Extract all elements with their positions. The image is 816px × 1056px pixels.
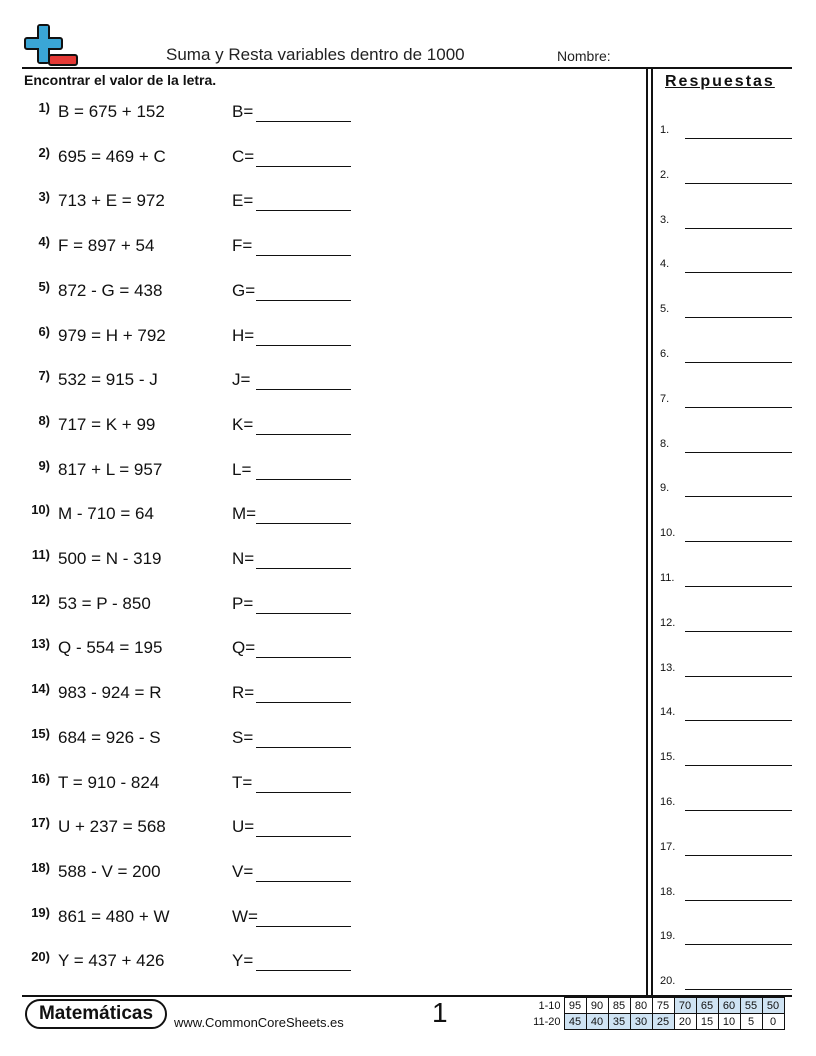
answer-number: 8. — [660, 437, 670, 450]
answer-line[interactable] — [685, 676, 792, 677]
problem-row — [24, 681, 364, 705]
score-cell: 95 — [564, 998, 586, 1014]
score-cell: 65 — [696, 998, 718, 1014]
subject-badge: Matemáticas — [25, 999, 167, 1029]
answer-line[interactable] — [685, 317, 792, 318]
answer-blank[interactable] — [256, 613, 351, 614]
name-label: Nombre: — [557, 48, 611, 64]
problem-number: 17) — [31, 815, 50, 831]
answer-variable-label: L= — [232, 459, 252, 479]
problem-equation: 713 + E = 972 — [58, 191, 165, 211]
answer-variable-label: B= — [232, 102, 254, 121]
problem-number: 10) — [31, 502, 50, 518]
problem-row — [24, 458, 364, 482]
answer-line[interactable] — [685, 855, 792, 856]
problem-equation: 983 - 924 = R — [58, 683, 162, 703]
answer-variable-label: U= — [232, 817, 255, 837]
problem-equation: 500 = N - 319 — [58, 549, 162, 568]
answer-line[interactable] — [685, 362, 792, 363]
header-divider — [22, 67, 792, 69]
answer-number: 10. — [660, 527, 676, 540]
problem-row — [24, 145, 364, 169]
problem-equation: M - 710 = 64 — [58, 504, 154, 524]
score-cell: 85 — [608, 998, 630, 1014]
answer-line[interactable] — [685, 407, 792, 408]
answer-row — [660, 348, 792, 368]
answer-line[interactable] — [685, 586, 792, 587]
website-link[interactable]: www.CommonCoreSheets.es — [174, 1015, 344, 1030]
problem-equation: 872 - G = 438 — [58, 280, 163, 300]
problem-number: 18) — [31, 859, 50, 875]
answer-variable-label: H= — [232, 325, 255, 345]
score-cell: 40 — [586, 1014, 608, 1030]
answer-blank[interactable] — [256, 970, 351, 971]
problem-row — [24, 368, 364, 392]
score-row — [528, 998, 784, 1014]
problem-row — [24, 815, 364, 839]
score-row — [528, 1014, 784, 1030]
answer-blank[interactable] — [256, 836, 351, 837]
problem-equation: 684 = 926 - S — [58, 727, 161, 747]
worksheet-title: Suma y Resta variables dentro de 1000 — [166, 45, 465, 64]
answer-blank[interactable] — [256, 166, 351, 167]
answer-variable-label: C= — [232, 146, 255, 166]
score-cell: 30 — [630, 1014, 652, 1030]
answer-blank[interactable] — [256, 747, 351, 748]
problem-row — [24, 413, 364, 437]
answer-row — [660, 393, 792, 413]
answer-row — [660, 886, 792, 906]
problem-row — [24, 771, 364, 795]
answer-blank[interactable] — [256, 657, 351, 658]
answer-number: 17. — [660, 840, 676, 853]
answer-number: 4. — [660, 258, 670, 271]
answer-line[interactable] — [685, 989, 792, 990]
answer-row — [660, 930, 792, 950]
problem-number: 9) — [38, 457, 50, 473]
problem-number: 8) — [38, 412, 50, 428]
problem-row — [24, 502, 364, 526]
problem-row — [24, 100, 364, 124]
answer-variable-label: V= — [232, 861, 254, 881]
score-table — [528, 997, 785, 1030]
answer-number: 9. — [660, 482, 670, 495]
answer-number: 14. — [660, 706, 676, 719]
score-cell: 25 — [652, 1014, 674, 1030]
problem-row — [24, 189, 364, 213]
problem-row — [24, 726, 364, 750]
score-cell: 50 — [762, 998, 784, 1014]
answer-blank[interactable] — [256, 568, 351, 569]
answer-row — [660, 751, 792, 771]
score-cell: 0 — [762, 1014, 784, 1030]
answer-blank[interactable] — [256, 434, 351, 435]
answer-variable-label: N= — [232, 549, 255, 568]
answer-number: 2. — [660, 168, 670, 181]
answer-blank[interactable] — [256, 523, 351, 524]
answer-number: 20. — [660, 975, 676, 988]
problem-equation: 817 + L = 957 — [58, 459, 163, 479]
problem-number: 7) — [38, 368, 50, 384]
problem-number: 3) — [38, 189, 50, 205]
answer-row — [660, 662, 792, 682]
problem-number: 2) — [38, 144, 50, 160]
answer-row — [660, 303, 792, 323]
problem-equation: Q - 554 = 195 — [58, 638, 163, 658]
problem-number: 14) — [31, 681, 50, 697]
problem-number: 5) — [38, 278, 50, 294]
answer-row — [660, 617, 792, 637]
answer-number: 3. — [660, 213, 670, 226]
answer-line[interactable] — [685, 541, 792, 542]
score-cell: 60 — [718, 998, 740, 1014]
score-cell: 15 — [696, 1014, 718, 1030]
answer-row — [660, 482, 792, 502]
problem-equation: 532 = 915 - J — [58, 370, 158, 390]
problem-equation: B = 675 + 152 — [58, 102, 165, 121]
answer-blank[interactable] — [256, 121, 351, 122]
answer-variable-label: M= — [232, 504, 257, 524]
logo-icon — [22, 24, 80, 68]
answer-number: 5. — [660, 303, 670, 316]
answer-row — [660, 124, 792, 144]
answer-variable-label: W= — [232, 906, 258, 926]
answer-blank[interactable] — [256, 300, 351, 301]
answer-row — [660, 706, 792, 726]
answer-variable-label: E= — [232, 191, 254, 211]
problem-row — [24, 592, 364, 616]
answer-line[interactable] — [685, 183, 792, 184]
problem-equation: 53 = P - 850 — [58, 593, 151, 613]
problem-equation: 979 = H + 792 — [58, 325, 166, 345]
answer-blank[interactable] — [256, 389, 351, 390]
column-divider — [646, 69, 648, 995]
answer-number: 1. — [660, 124, 670, 136]
instructions: Encontrar el valor de la letra. — [24, 72, 217, 88]
score-cell: 45 — [564, 1014, 586, 1030]
problem-row — [24, 860, 364, 884]
answer-number: 13. — [660, 661, 676, 674]
answer-variable-label: F= — [232, 236, 253, 256]
score-cell: 55 — [740, 998, 762, 1014]
problem-equation: Y = 437 + 426 — [58, 951, 165, 971]
answer-number: 18. — [660, 885, 676, 898]
answer-variable-label: K= — [232, 414, 254, 434]
score-cell: 35 — [608, 1014, 630, 1030]
answer-number: 12. — [660, 616, 676, 629]
problem-number: 4) — [38, 234, 50, 250]
answer-line[interactable] — [685, 452, 792, 453]
answer-blank[interactable] — [256, 210, 351, 211]
answer-row — [660, 975, 792, 995]
problem-number: 20) — [31, 949, 50, 965]
answer-row — [660, 214, 792, 234]
score-cell: 20 — [674, 1014, 696, 1030]
answer-line[interactable] — [685, 720, 792, 721]
answer-number: 16. — [660, 796, 676, 808]
answer-row — [660, 527, 792, 547]
problem-number: 13) — [31, 636, 50, 652]
answer-blank[interactable] — [256, 881, 351, 882]
problem-number: 16) — [31, 770, 50, 786]
score-cell: 5 — [740, 1014, 762, 1030]
answer-row — [660, 169, 792, 189]
answer-variable-label: S= — [232, 727, 254, 747]
answer-number: 19. — [660, 930, 676, 943]
problem-number: 15) — [31, 725, 50, 741]
problem-row — [24, 636, 364, 660]
score-cell: 10 — [718, 1014, 740, 1030]
problem-equation: 695 = 469 + C — [58, 146, 166, 166]
answer-variable-label: J= — [232, 370, 251, 390]
answer-line[interactable] — [685, 228, 792, 229]
answer-number: 7. — [660, 392, 670, 405]
answer-line[interactable] — [685, 138, 792, 139]
answer-number: 6. — [660, 348, 670, 360]
problem-row — [24, 234, 364, 258]
answer-line[interactable] — [685, 900, 792, 901]
answers-title: Respuestas — [665, 73, 775, 90]
problem-equation: 861 = 480 + W — [58, 906, 170, 926]
answer-row — [660, 258, 792, 278]
answer-blank[interactable] — [256, 255, 351, 256]
problem-row — [24, 949, 364, 973]
answer-row — [660, 841, 792, 861]
answer-line[interactable] — [685, 631, 792, 632]
answer-number: 11. — [660, 572, 675, 584]
problem-equation: U + 237 = 568 — [58, 817, 166, 837]
answer-variable-label: G= — [232, 280, 256, 300]
score-cell: 75 — [652, 998, 674, 1014]
answer-blank[interactable] — [256, 702, 351, 703]
answer-variable-label: Q= — [232, 638, 256, 658]
page-number: 1 — [432, 997, 448, 1028]
problem-number: 19) — [31, 904, 50, 920]
problem-number: 11) — [31, 547, 50, 562]
problem-equation: T = 910 - 824 — [58, 772, 160, 792]
answer-row — [660, 572, 792, 592]
answer-line[interactable] — [685, 765, 792, 766]
answer-blank[interactable] — [256, 479, 351, 480]
problem-number: 1) — [38, 100, 50, 115]
problem-equation: 588 - V = 200 — [58, 861, 161, 881]
answer-variable-label: Y= — [232, 951, 254, 971]
problem-equation: 717 = K + 99 — [58, 414, 156, 434]
answer-variable-label: T= — [232, 772, 253, 792]
answer-number: 15. — [660, 751, 676, 764]
score-range-label: 11-20 — [533, 1015, 561, 1028]
answer-variable-label: P= — [232, 593, 254, 613]
answer-line[interactable] — [685, 810, 792, 811]
score-cell: 90 — [586, 998, 608, 1014]
score-cell: 80 — [630, 998, 652, 1014]
column-divider — [651, 69, 653, 995]
answer-variable-label: R= — [232, 683, 255, 703]
problem-row — [24, 905, 364, 929]
answer-blank[interactable] — [256, 792, 351, 793]
score-cell: 70 — [674, 998, 696, 1014]
problem-equation: F = 897 + 54 — [58, 236, 155, 256]
answer-line[interactable] — [685, 496, 792, 497]
score-range-label: 1-10 — [538, 999, 561, 1012]
answer-line[interactable] — [685, 272, 792, 273]
problem-row — [24, 324, 364, 348]
answer-row — [660, 438, 792, 458]
problem-number: 12) — [31, 591, 50, 607]
problem-number: 6) — [38, 323, 50, 339]
answer-line[interactable] — [685, 944, 792, 945]
problem-row — [24, 279, 364, 303]
problem-row — [24, 547, 364, 571]
answer-blank[interactable] — [256, 345, 351, 346]
answer-blank[interactable] — [256, 926, 351, 927]
answer-row — [660, 796, 792, 816]
